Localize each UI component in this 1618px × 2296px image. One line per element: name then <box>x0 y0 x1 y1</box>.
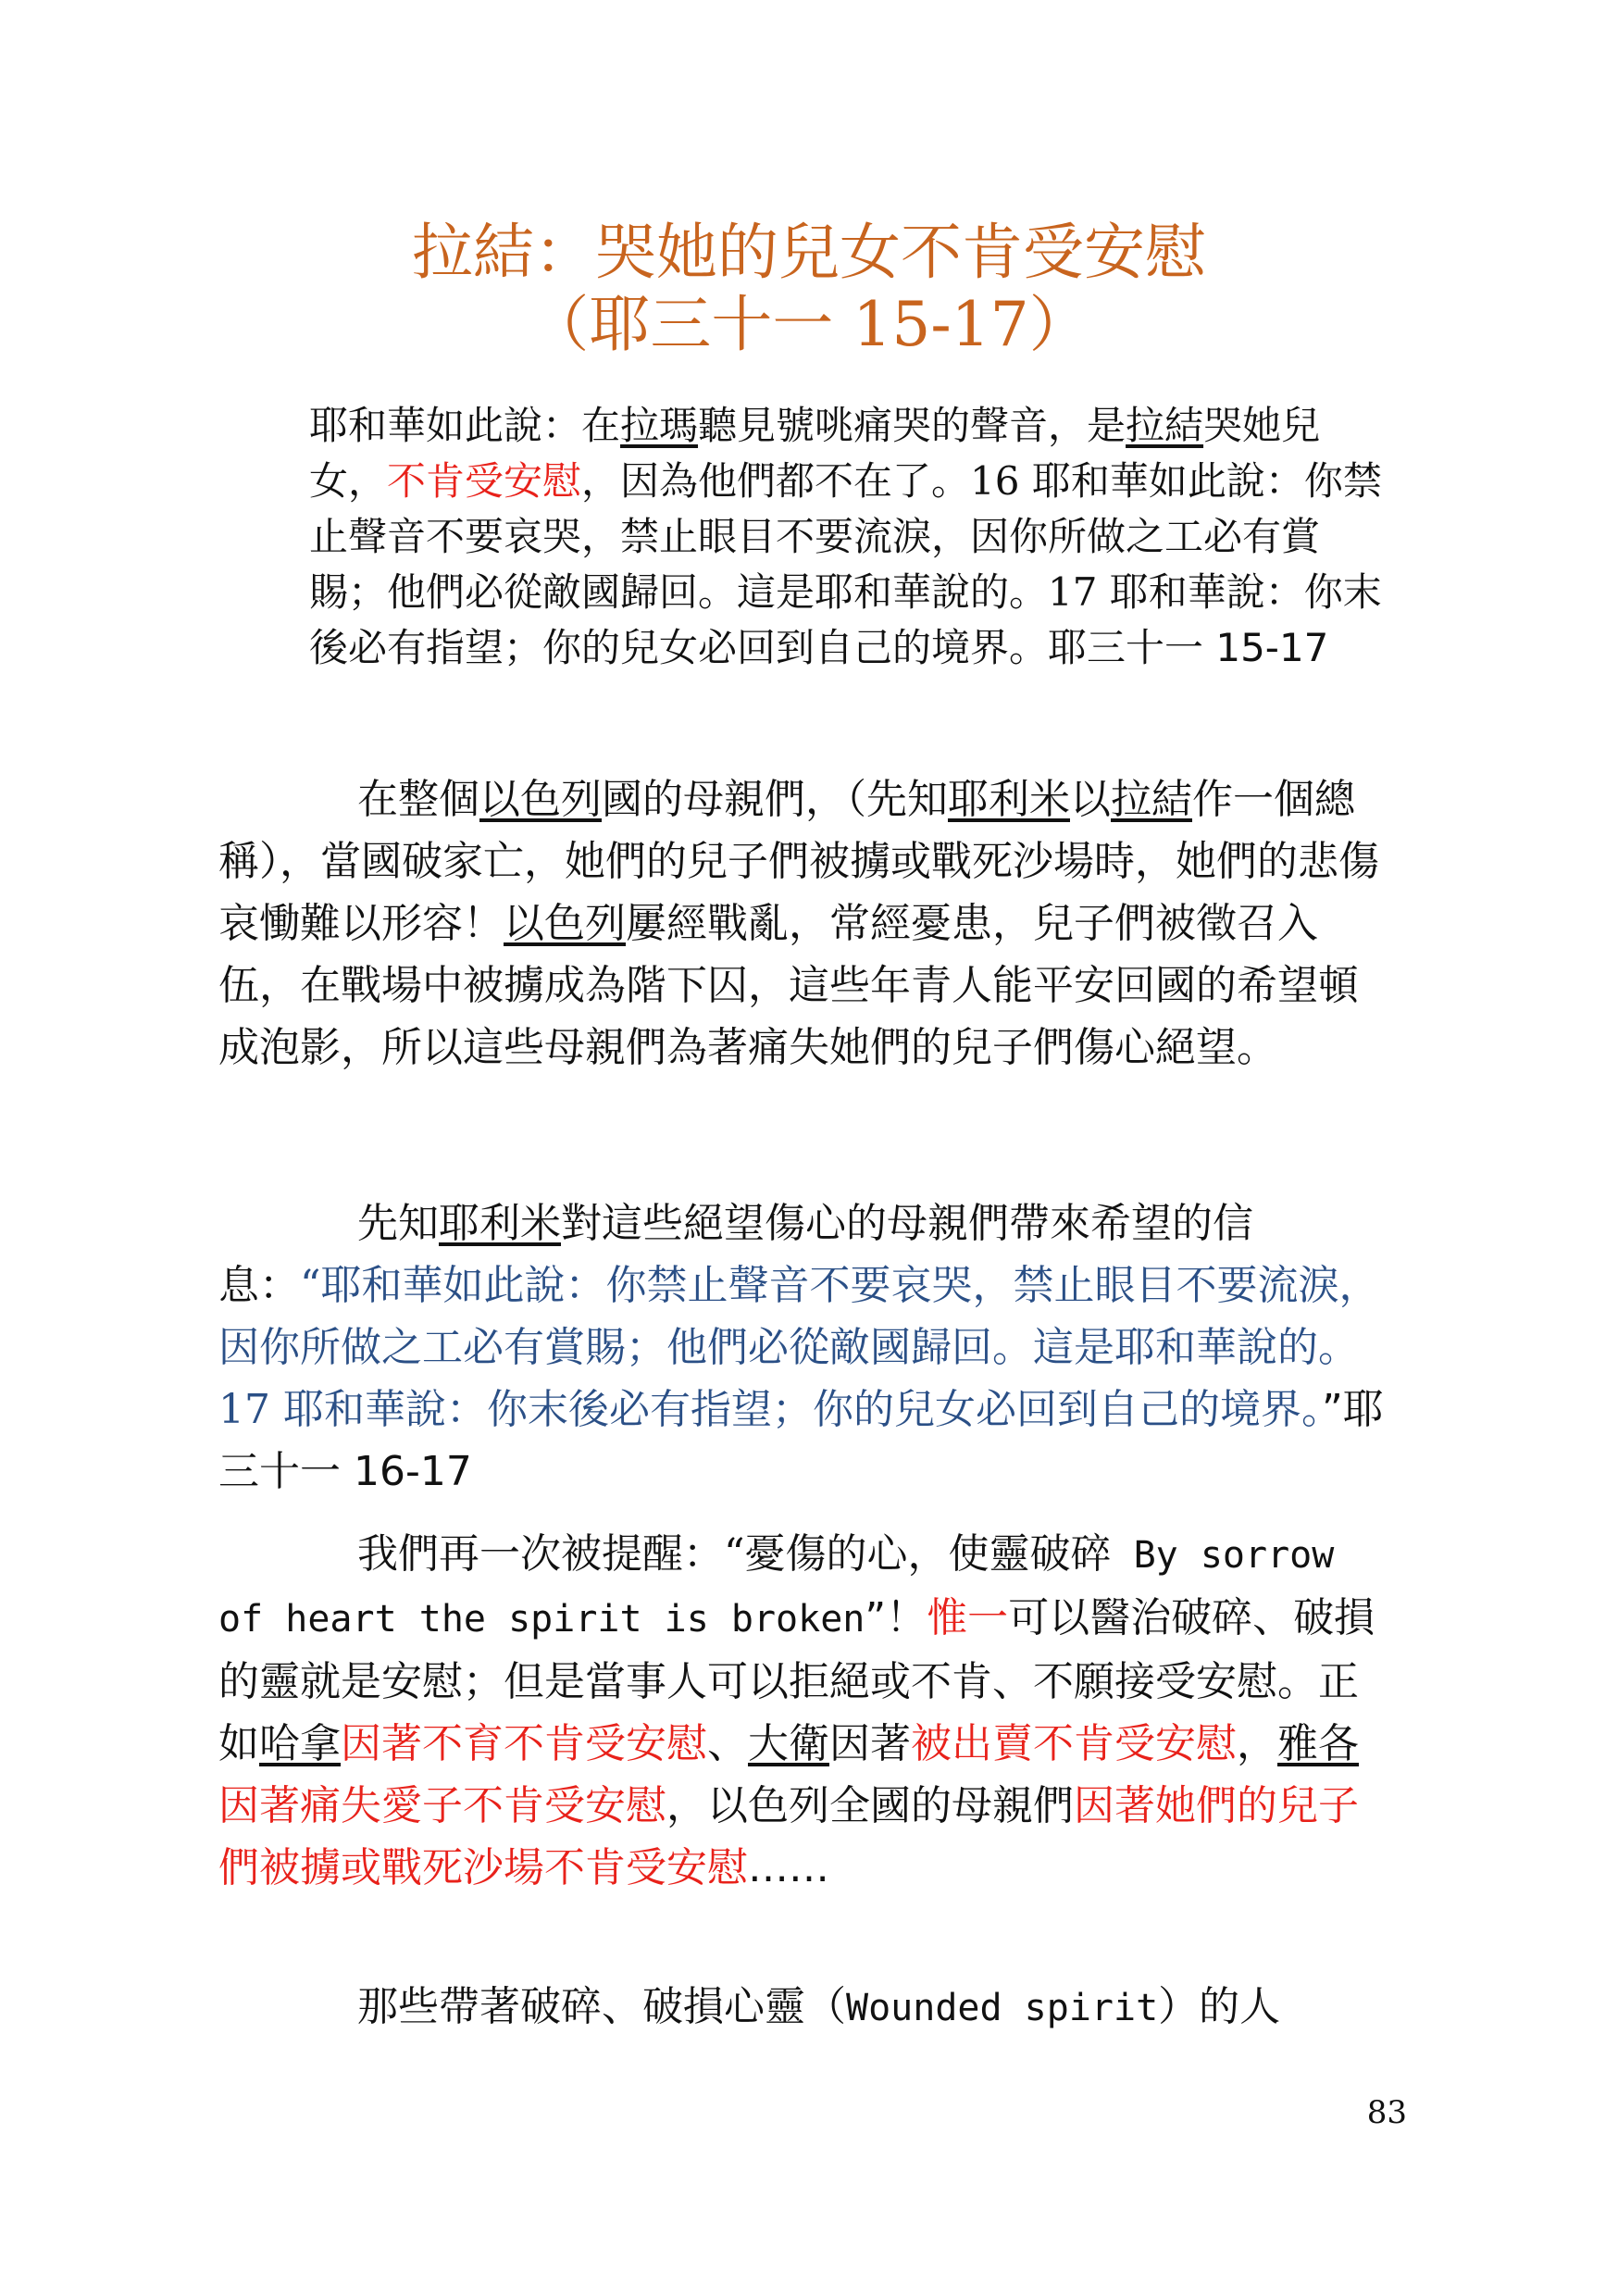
quote-text: 耶和華如此說：在 <box>309 403 621 448</box>
name-david: 大衛 <box>748 1720 829 1767</box>
para-text: 我們再一次被提醒： <box>357 1530 724 1578</box>
paragraph-wounded-spirit <box>218 1976 1387 2040</box>
close-quote: ” <box>1321 1386 1343 1433</box>
proverb-quote-chinese: “憂傷的心，使靈破碎 <box>724 1530 1112 1578</box>
para-text: ）的人 <box>1158 1983 1281 2030</box>
highlight-hannah: 因著不育不肯受安慰 <box>341 1720 707 1767</box>
quote-text: 哭她兒女， <box>309 403 1321 504</box>
english-wounded-spirit: Wounded spirit <box>846 1987 1159 2029</box>
quote-text: ，因為他們都不在了。16 耶和華如此說：你禁止聲音不要哀哭，禁止眼目不要流淚，因你所做之工必有賞賜；他們必從敵國歸回。這是耶和華說的。17 耶和華說：你末後必有指望；你的兒女必回到自己的境界。 <box>309 458 1382 670</box>
scripture-inline-blue: 耶和華如此說：你禁止聲音不要哀哭，禁止眼目不要流淚，因你所做之工必有賞賜；他們必從敵國歸回。這是耶和華說的。17 耶和華說：你末後必有指望；你的兒女必回到自己的境界。 <box>218 1262 1380 1433</box>
para-text: 作一個總稱），當國破家亡，她們的兒子們被擄或戰死沙場時，她們的悲傷哀慟難以形容！ <box>218 776 1379 947</box>
para-text: 先知 <box>357 1200 439 1247</box>
para-text: ， <box>1237 1720 1277 1767</box>
page-number: 83 <box>1366 2094 1407 2131</box>
name-jeremiah: 耶利米 <box>948 776 1070 823</box>
para-text: 對這些絕望傷心的母親們帶來希望的信息： <box>218 1200 1253 1309</box>
name-israel: 以色列 <box>504 900 626 947</box>
name-jacob: 雅各 <box>1277 1720 1359 1767</box>
highlight-mothers: 因著她們的兒子們被擄或戰死沙場不肯受安慰 <box>218 1782 1359 1891</box>
name-hannah: 哈拿 <box>259 1720 341 1767</box>
name-israel: 以色列 <box>479 776 602 823</box>
scripture-reference: 耶三十一 16-17 <box>218 1386 1384 1495</box>
name-jeremiah: 耶利米 <box>439 1200 561 1247</box>
highlight-only: 惟一 <box>927 1594 1009 1641</box>
quote-reference: 耶三十一 15-17 <box>1048 625 1329 670</box>
name-rachel: 拉結 <box>1111 776 1192 823</box>
highlight-refused-comfort: 不肯受安慰 <box>387 458 582 504</box>
close-quote: ”！ <box>865 1594 927 1641</box>
open-quote: “ <box>300 1262 321 1309</box>
proverb-quote-english: By sorrow of heart the spirit is broken <box>218 1534 1335 1641</box>
para-text: ，以色列全國的母親們 <box>666 1782 1074 1829</box>
para-text: 那些帶著破碎、破損心靈（ <box>357 1983 846 2030</box>
place-name-rama: 拉瑪 <box>620 403 699 448</box>
para-text: 國的母親們，（先知 <box>602 776 948 823</box>
para-text: 因著 <box>829 1720 911 1767</box>
scripture-quote <box>309 398 1383 676</box>
para-text: 屢經戰亂，常經憂患，兒子們被徵召入伍，在戰場中被擄成為階下囚，這些年青人能平安回國的希望頓成泡影，所以這些母親們為著痛失她們的兒子們傷心絕望。 <box>218 900 1359 1071</box>
page-subtitle-reference: （耶三十一 15-17） <box>528 289 1090 360</box>
para-text: 、 <box>707 1720 748 1767</box>
name-rachel: 拉結 <box>1126 403 1204 448</box>
para-text: 在整個 <box>357 776 479 823</box>
page-title: 拉結：哭她的兒女不肯受安慰 <box>412 217 1206 288</box>
highlight-jacob: 因著痛失愛子不肯受安慰 <box>218 1782 666 1829</box>
paragraph-mothers <box>218 768 1387 1079</box>
paragraph-jeremiah-hope <box>218 1192 1387 1503</box>
para-text: 以 <box>1070 776 1111 823</box>
quote-text: 聽見號咷痛哭的聲音，是 <box>698 403 1126 448</box>
paragraph-comfort <box>218 1523 1387 1899</box>
para-text: 可以醫治破碎、破損的靈就是安慰；但是當事人可以拒絕或不肯、不願接受安慰。正如 <box>218 1594 1375 1767</box>
highlight-david: 被出賣不肯受安慰 <box>911 1720 1237 1767</box>
ellipsis: …… <box>748 1844 829 1891</box>
